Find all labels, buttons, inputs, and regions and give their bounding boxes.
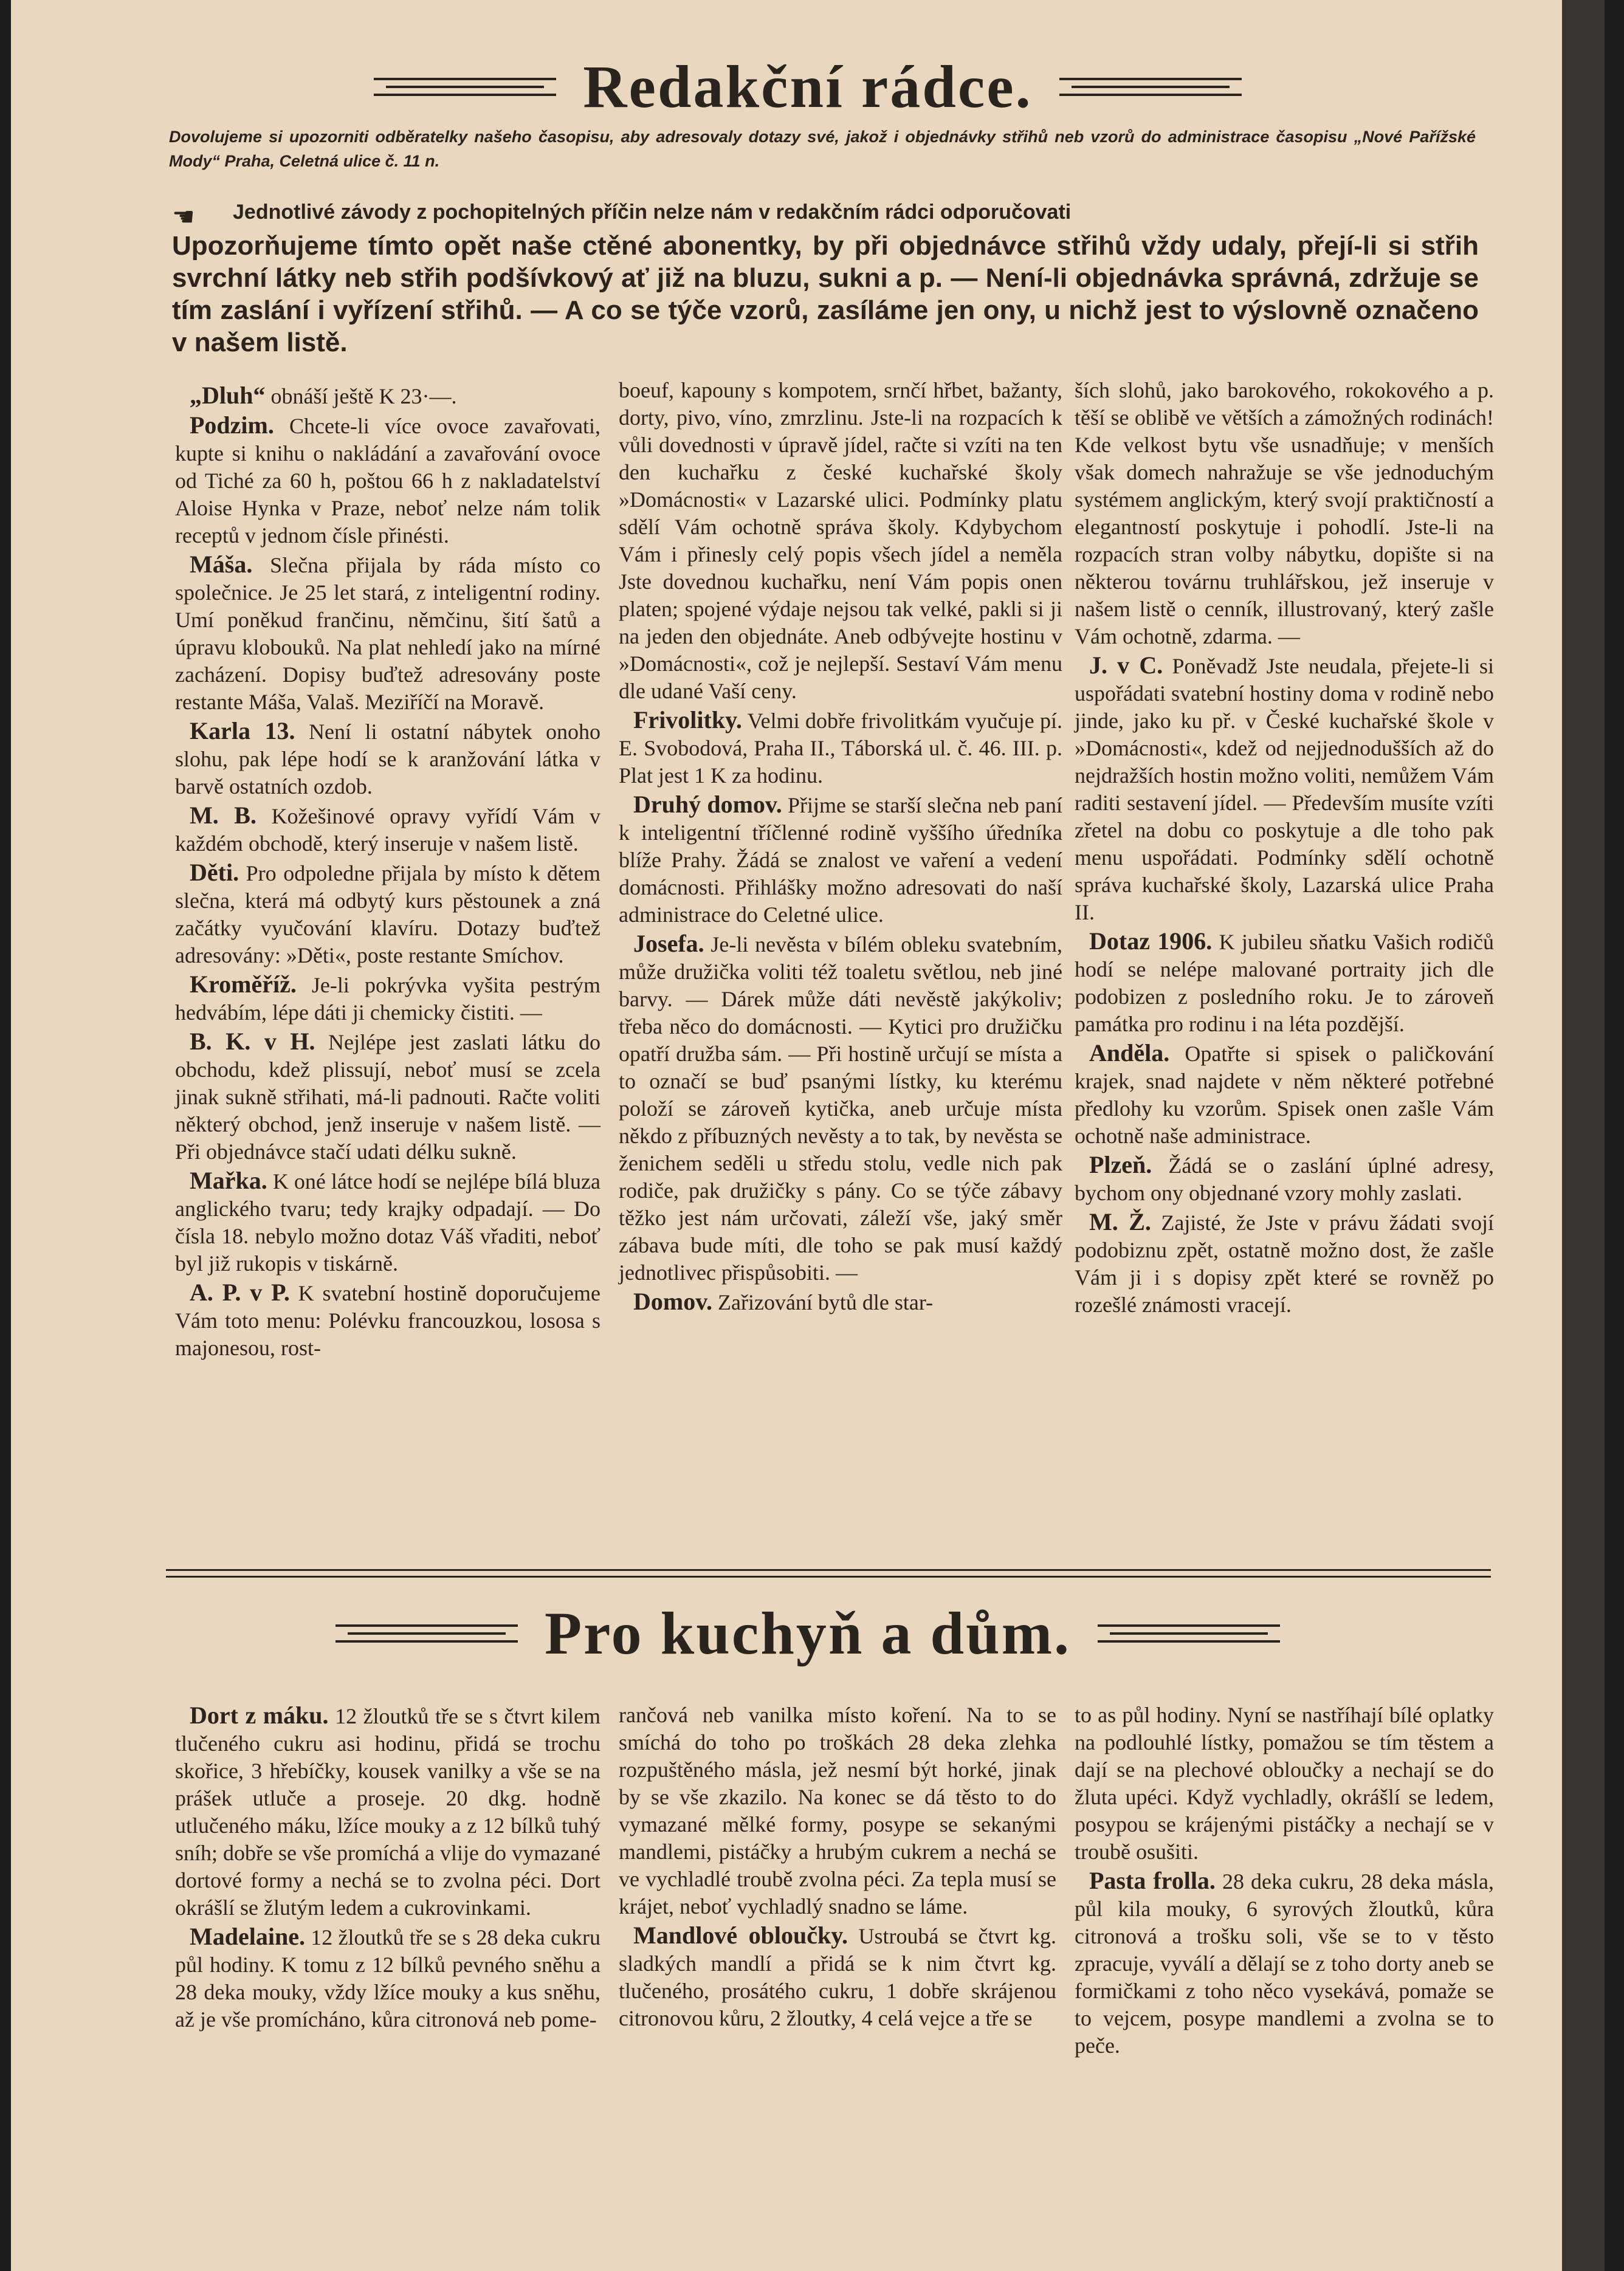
ornament-left [335, 1624, 518, 1643]
answer-entry-text: Zařizování bytů dle star- [718, 1290, 934, 1314]
section-heading-redakcni-radce [11, 52, 1605, 122]
answer-entry [1075, 377, 1494, 650]
answer-entry [175, 1167, 600, 1277]
answer-entry [619, 706, 1062, 789]
recipe-entry [175, 1923, 600, 2033]
answer-entry-heading: Mařka. [190, 1167, 267, 1194]
answer-entry [1075, 1039, 1494, 1150]
recipe-entry-heading: Madelaine. [190, 1923, 305, 1950]
answer-entry-text: Opatřte si spisek o paličkování krajek, snad najdete v něm některé potřebné předlohy ku vzorům. Spisek onen zašle Vám ochotně naše administrace. [1075, 1042, 1494, 1148]
answer-entry-heading: M. B. [190, 802, 256, 829]
answer-entry [175, 551, 600, 716]
answer-entry [175, 859, 600, 969]
recipes-column-2 [619, 1702, 1056, 2033]
recipe-entry [175, 1702, 600, 1922]
answer-entry-text: Pro odpoledne přijala by místo k dětem slečna, která má odbytý kurs pěstounek a zná začátky vyučování klavíru. Dotazy buďtež adresovány: »Děti«, poste restante Smíchov. [175, 861, 600, 967]
answer-entry-text: Poněvadž Jste neudala, přejete-li si uspořádati svatební hostiny doma v rodině nebo jinde, jako ku př. v České kuchařské škole v »Domácnosti«, kdež od nejjednodušších až do nejdražších hostin možno voliti, nemůžem Vám raditi sestavení jídel. — Především musíte vzíti zřetel na dobu co poskytuje a dle toho pak menu uspořádati. Podmínky sdělí ochotně správa kuchařské školy, Lazarská ulice Praha II. [1075, 654, 1495, 924]
answer-entry-text: Nejlépe jest zaslati látku do obchodu, kdež plissují, neboť musí se zcela jinak sukně střihati, má-li padnouti. Račte voliti některý obchod, jenž inseruje v našem listě. — Při objednávce stačí udati délku sukně. [175, 1030, 601, 1164]
answer-entry [619, 791, 1062, 929]
answer-entry-text: Velmi dobře frivolitkám vyučuje pí. E. Svobodová, Praha II., Táborská ul. č. 46. III. p. Plat jest 1 K za hodinu. [619, 709, 1062, 788]
answer-entry-heading: Kroměříž. [190, 971, 297, 998]
ornament-right [1059, 78, 1242, 96]
recipe-entry-heading: Dort z máku. [190, 1702, 329, 1729]
recipe-entry-heading: Mandlové obloučky. [633, 1922, 848, 1949]
answer-entry-heading: Děti. [190, 859, 239, 886]
recipe-entry [619, 1702, 1056, 1920]
recipe-entry-text: 28 deka cukru, 28 deka másla, půl kila mouky, 6 syrových žloutků, kůra citronová a trošku soli, vše se to v těsto zpracuje, vyválí a dělají se z toho dorty aneb se formičkami z toho něco vysekává, pomaže se to vejcem, posype mandlemi a zvolna se to peče. [1075, 1869, 1495, 2058]
answer-entry [619, 1288, 1062, 1316]
answers-column-2 [619, 377, 1062, 1318]
answer-entry-text: K svatební hostině doporučujeme Vám toto menu: Polévku francouzkou, lososa s majonesou, rost- [175, 1281, 600, 1360]
answer-entry-heading: Podzim. [190, 411, 274, 439]
answer-entry-text: Přijme se starší slečna neb paní k inteligentní tříčlenné rodině vyššího úředníka blíže Prahy. Žádá se znalost ve vaření a vedení domácnosti. Přihlášky možno adresovati do naší administrace do Celetné ulice. [619, 793, 1062, 927]
intro-paragraph: Upozorňujeme tímto opět naše ctěné abonentky, by při objednávce střihů vždy udaly, přejí-li si střih svrchní látky neb střih podšívkový ať již na bluzu, sukni a p. — Není-li objednávka správná, zdržuje se tím zaslání i vyřízení střihů. — A co se týče vzorů, zasíláme jen ony, u nichž jest to výslovně označeno v našem listě. [172, 231, 1479, 357]
answer-entry-heading: Josefa. [633, 930, 704, 957]
answers-column-1 [175, 382, 600, 1363]
recipe-entry-text: 12 žloutků tře se s 28 deka cukru půl hodiny. K tomu z 12 bílků pevného sněhu a 28 deka mouky, vždy lžíce mouky a kus sněhu, až je vše promícháno, kůra citronová neb pome- [175, 1925, 601, 2032]
answer-entry-heading: M. Ž. [1089, 1208, 1151, 1235]
answer-entry-text: Je-li nevěsta v bílém obleku svatebním, může družička voliti též toaletu světlou, neb jiné barvy. — Dárek může dáti nevěstě jakýkoliv; třeba něco do domácnosti. — Kytici pro družičku opatří družba sám. — Při hostině určují se místa a to označí se buď psanými lístky, ku kterému položí se zároveň kytička, aneb určuje místa někdo z příbuzných nevěsty a to tak, by nevěsta se ženichem seděli u středu stolu, vedle nich pak rodiče, pak družičky s pány. Co se týče zábavy těžko jest nám určovati, záleží vše, jaký směr zábava bude míti, dle toho se pak musí každý jednotlivec přispůsobiti. — [619, 932, 1062, 1285]
answer-entry-heading: Máša. [190, 551, 253, 578]
recipe-entry [1075, 1702, 1494, 1866]
ornament-left [374, 78, 556, 96]
answer-entry-text: Zajisté, že Jste v právu žádati svojí podobiznu zpět, ostatně možno dost, že zašle Vám ji i s dopisy zpět které se rovněž po rozešlé známosti vracejí. [1075, 1211, 1495, 1317]
recipe-entry-text: rančová neb vanilka místo koření. Na to se smíchá do toho po troškách 28 deka zlehka rozpuštěného másla, jež nesmí být horké, jinak by se vše zkazilo. Na konec se dá těsto to do vymazané mělké formy, posype se sekanými mandlemi, pistáčky a hrubým cukrem a nechá se ve vychladlé troubě zvolna péci. Za tepla musí se krájet, neboť vychladlý snadno se láme. [619, 1703, 1056, 1919]
recipe-entry-text: to as půl hodiny. Nyní se nastříhají bílé oplatky na podlouhlé lístky, pomažou se tím těstem a dají se na plechové obloučky a nechají se do žluta upéci. Když vychladly, okrášlí se ledem, posypou se krájenými pistáčky a nechají se v troubě osušiti. [1075, 1703, 1494, 1864]
answer-entry [619, 377, 1062, 705]
answer-entry-text: Kožešinové opravy vyřídí Vám v každém obchodě, který inseruje v našem listě. [175, 804, 601, 856]
answer-entry-text: ších slohů, jako barokového, rokokového a p. těší se oblibě ve větších a zámožných rodinách! Kde velkost bytu vše usnadňuje; v menších však domech nahražuje se vše jednoduchým systémem anglickým, který svojí praktičností a elegantností poskytuje i pohodlí. Jste-li na rozpacích stran volby nábytku, dopište si na některou továrnu truhlářskou, jež inseruje v našem listě o cenník, illustrovaný, který zašle Vám ochotně, zdarma. — [1075, 378, 1494, 648]
section-divider [166, 1569, 1491, 1578]
notice-line [172, 201, 1436, 231]
answer-entry [619, 930, 1062, 1287]
answer-entry-heading: Dotaz 1906. [1089, 927, 1213, 955]
answer-entry-heading: Anděla. [1089, 1039, 1170, 1067]
answer-entry-heading: Druhý domov. [633, 791, 782, 818]
section-title: Pro kuchyň a dům. [544, 1599, 1072, 1667]
answer-entry [175, 411, 600, 549]
lead-note: Dovolujeme si upozorniti odběratelky našeho časopisu, aby adresovaly dotazy své, jakož i objednávky střihů neb vzorů do administrace časopisu „Nové Pařížské Mody“ Praha, Celetná ulice č. 11 n. [169, 128, 1476, 170]
answer-entry-text: Je-li pokrývka vyšita pestrým hedvábím, lépe dáti ji chemicky čistiti. — [175, 973, 601, 1025]
answer-entry [175, 1279, 600, 1362]
recipes-column-1 [175, 1702, 600, 2035]
answer-entry-text: Žádá se o zaslání úplné adresy, bychom ony objednané vzory mohly zaslati. [1075, 1153, 1495, 1205]
answer-entry [1075, 1151, 1494, 1207]
section-heading-pro-kuchyn [11, 1598, 1605, 1668]
answer-entry [1075, 927, 1494, 1038]
pointing-hand-icon: ☚ [172, 202, 195, 231]
answer-entry-text: K oné látce hodí se nejlépe bílá bluza anglického tvaru; tedy krajky odpadají. — Do čísla 18. nebylo možno dotaz Váš vřaditi, neboť byl již rukopis v tiskárně. [175, 1169, 600, 1276]
notice-text: Jednotlivé závody z pochopitelných příčin nelze nám v redakčním rádci odporučovati [233, 201, 1072, 224]
answer-entry-heading: B. K. v H. [190, 1028, 315, 1055]
answer-entry [1075, 651, 1494, 926]
answer-entry [1075, 1208, 1494, 1319]
recipe-entry [1075, 1867, 1494, 2060]
answer-entry-heading: J. v C. [1089, 651, 1163, 679]
answer-entry-text: boeuf, kapouny s kompotem, srnčí hřbet, bažanty, dorty, pivo, víno, zmrzlinu. Jste-li na rozpacích k vůli dovednosti v úpravě jídel, račte si vzíti na ten den kuchařku z české kuchařské školy »Domácnosti« v Lazarské ulici. Podmínky platu sdělí Vám ochotně správa školy. Kdybychom Vám i přinesly celý popis všech jídel a neměla Jste dovednou kuchařku, není Vám popis onen platen; spojené výdaje nejsou tak velké, pakli si ji na jeden den objednáte. Aneb odbývejte hostinu v »Domácnosti«, což je nejlepší. Sestaví Vám menu dle udané Vaší ceny. [619, 378, 1062, 703]
recipe-entry-text: Ustroubá se čtvrt kg. sladkých mandlí a přidá se k nim čtvrt kg. tlučeného, prosátého cukru, 1 dobře skrájenou citronovou kůru, 2 žloutky, 4 celá vejce a tře se [619, 1924, 1057, 2030]
answer-entry [175, 717, 600, 800]
recipes-column-3 [1075, 1702, 1494, 2061]
ornament-right [1098, 1624, 1280, 1643]
magazine-page [11, 0, 1605, 2271]
answer-entry-heading: A. P. v P. [190, 1279, 290, 1306]
answer-entry-text: K jubileu sňatku Vašich rodičů hodí se nelépe malované portraity jich dle podobizen z posledního roku. Je to zároveň památka pro rodinu i na léta pozdější. [1075, 930, 1494, 1036]
answer-entry-heading: Frivolitky. [633, 706, 742, 734]
answer-entry [175, 971, 600, 1026]
answer-entry-text: Slečna přijala by ráda místo co společnice. Je 25 let stará, z inteligentní rodiny. Umí poněkud frančinu, němčinu, šití šatů a úpravu klobouků. Na plat nehledí jako na mírné zacházení. Dopisy buďtež adresovány poste restante Máša, Valaš. Meziříčí na Moravě. [175, 553, 601, 714]
answer-entry-heading: „Dluh“ [190, 382, 266, 409]
answer-entry-heading: Plzeň. [1089, 1151, 1152, 1178]
answer-entry-heading: Domov. [633, 1288, 712, 1315]
answer-entry-heading: Karla 13. [190, 717, 295, 744]
answer-entry-text: Chcete-li více ovoce zavařovati, kupte si knihu o nakládání a zavařování ovoce od Tiché za 60 h, poštou 66 h z nakladatelství Aloise Hynka v Praze, neboť nelze nám tolik receptů v jednom čísle přinésti. [175, 414, 601, 548]
answer-entry [175, 802, 600, 857]
answer-entry [175, 382, 600, 410]
answers-column-3 [1075, 377, 1494, 1320]
recipe-entry [619, 1922, 1056, 2032]
page-edge [1562, 0, 1605, 2271]
answer-entry-text: obnáší ještě K 23·—. [270, 384, 457, 408]
recipe-entry-text: 12 žloutků tře se s čtvrt kilem tlučeného cukru asi hodinu, přidá se trochu skořice, 3 hřebíčky, kousek vanilky a vše se na prášek utluče a proseje. 20 dkg. hodně utlučeného máku, lžíce mouky a z 12 bílků tuhý sníh; dobře se vše promíchá a vlije do vymazané dortové formy a nechá se to zvolna péci. Dort okrášlí se žlutým ledem a cukrovinkami. [175, 1704, 601, 1920]
recipe-entry-heading: Pasta frolla. [1089, 1867, 1216, 1894]
answer-entry [175, 1028, 600, 1166]
section-title: Redakční rádce. [583, 53, 1033, 120]
answer-entry-text: Není li ostatní nábytek onoho slohu, pak lépe hodí se k aranžování látka v barvě ostatních ozdob. [175, 720, 601, 799]
